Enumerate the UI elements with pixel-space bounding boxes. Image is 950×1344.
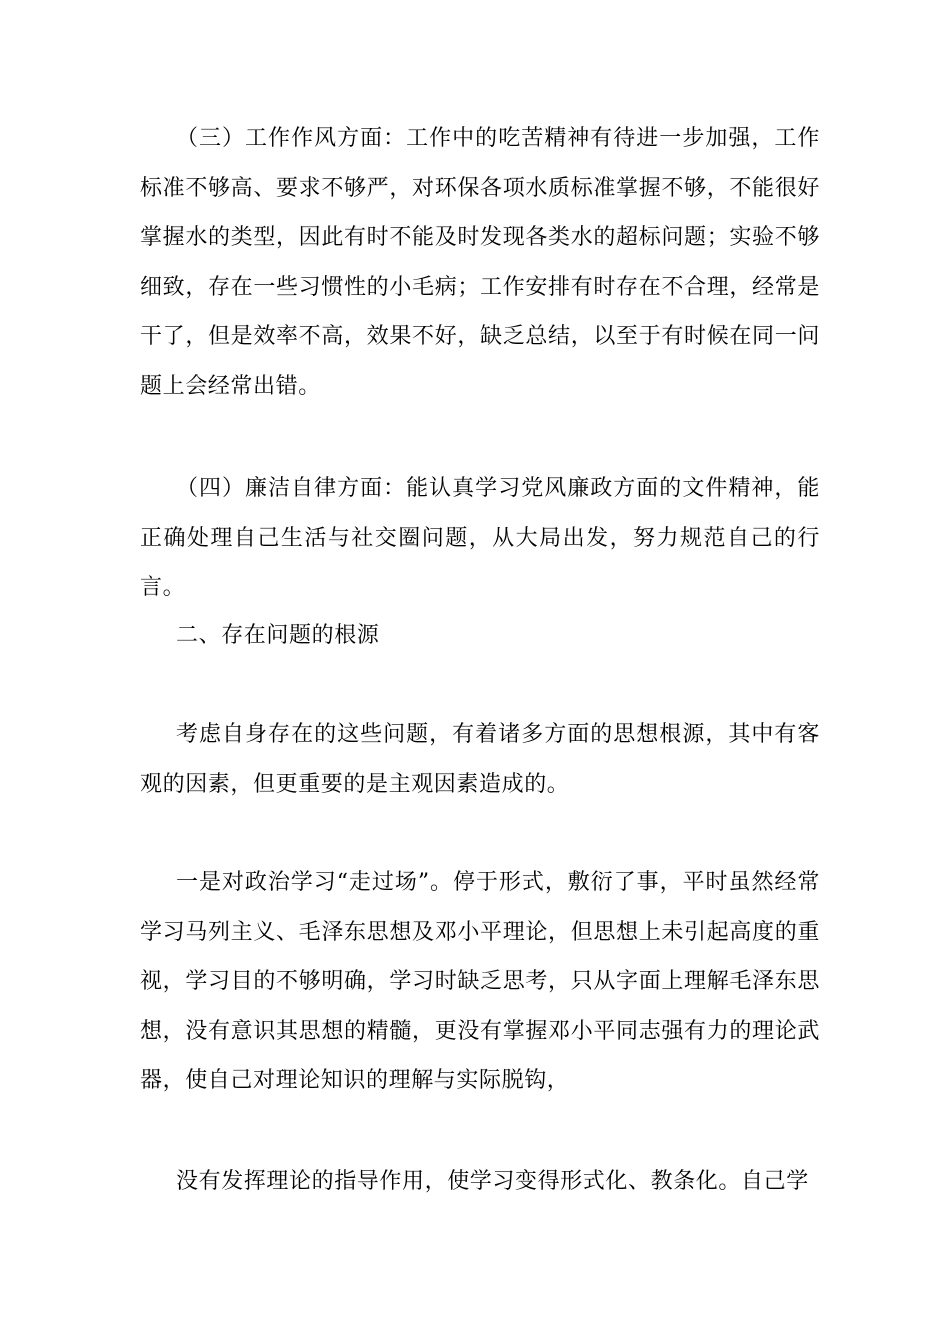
paragraph-political-study: 一是对政治学习“走过场”。停于形式，敷衍了事，平时虽然经常学习马列主义、毛泽东思想及邓小平理论，但思想上未引起高度的重视，学习目的不够明确，学习时缺乏思考，只从字面上理解毛泽东思想，没有意识其思想的精髓，更没有掌握邓小平同志强有力的理论武器，使自己对理论知识的理解与实际脱钩，	[140, 870, 820, 1094]
paragraph-root-causes-intro: 考虑自身存在的这些问题，有着诸多方面的思想根源，其中有客观的因素，但更重要的是主观因素造成的。	[140, 722, 820, 797]
paragraph-integrity: （四）廉洁自律方面：能认真学习党风廉政方面的文件精神，能正确处理自己生活与社交圈问题，从大局出发，努力规范自己的行言。	[140, 476, 820, 601]
paragraph-work-style: （三）工作作风方面：工作中的吃苦精神有待进一步加强，工作标准不够高、要求不够严，对环保各项水质标准掌握不够，不能很好掌握水的类型，因此有时不能及时发现各类水的超标问题；实验不够细致，存在一些习惯性的小毛病；工作安排有时存在不合理，经常是干了，但是效率不高，效果不好，缺乏总结，以至于有时候在同一问题上会经常出错。	[140, 126, 820, 399]
section-heading-root-causes: 二、存在问题的根源	[176, 623, 380, 648]
paragraph-theory-guidance: 没有发挥理论的指导作用，使学习变得形式化、教条化。自己学	[176, 1169, 809, 1194]
